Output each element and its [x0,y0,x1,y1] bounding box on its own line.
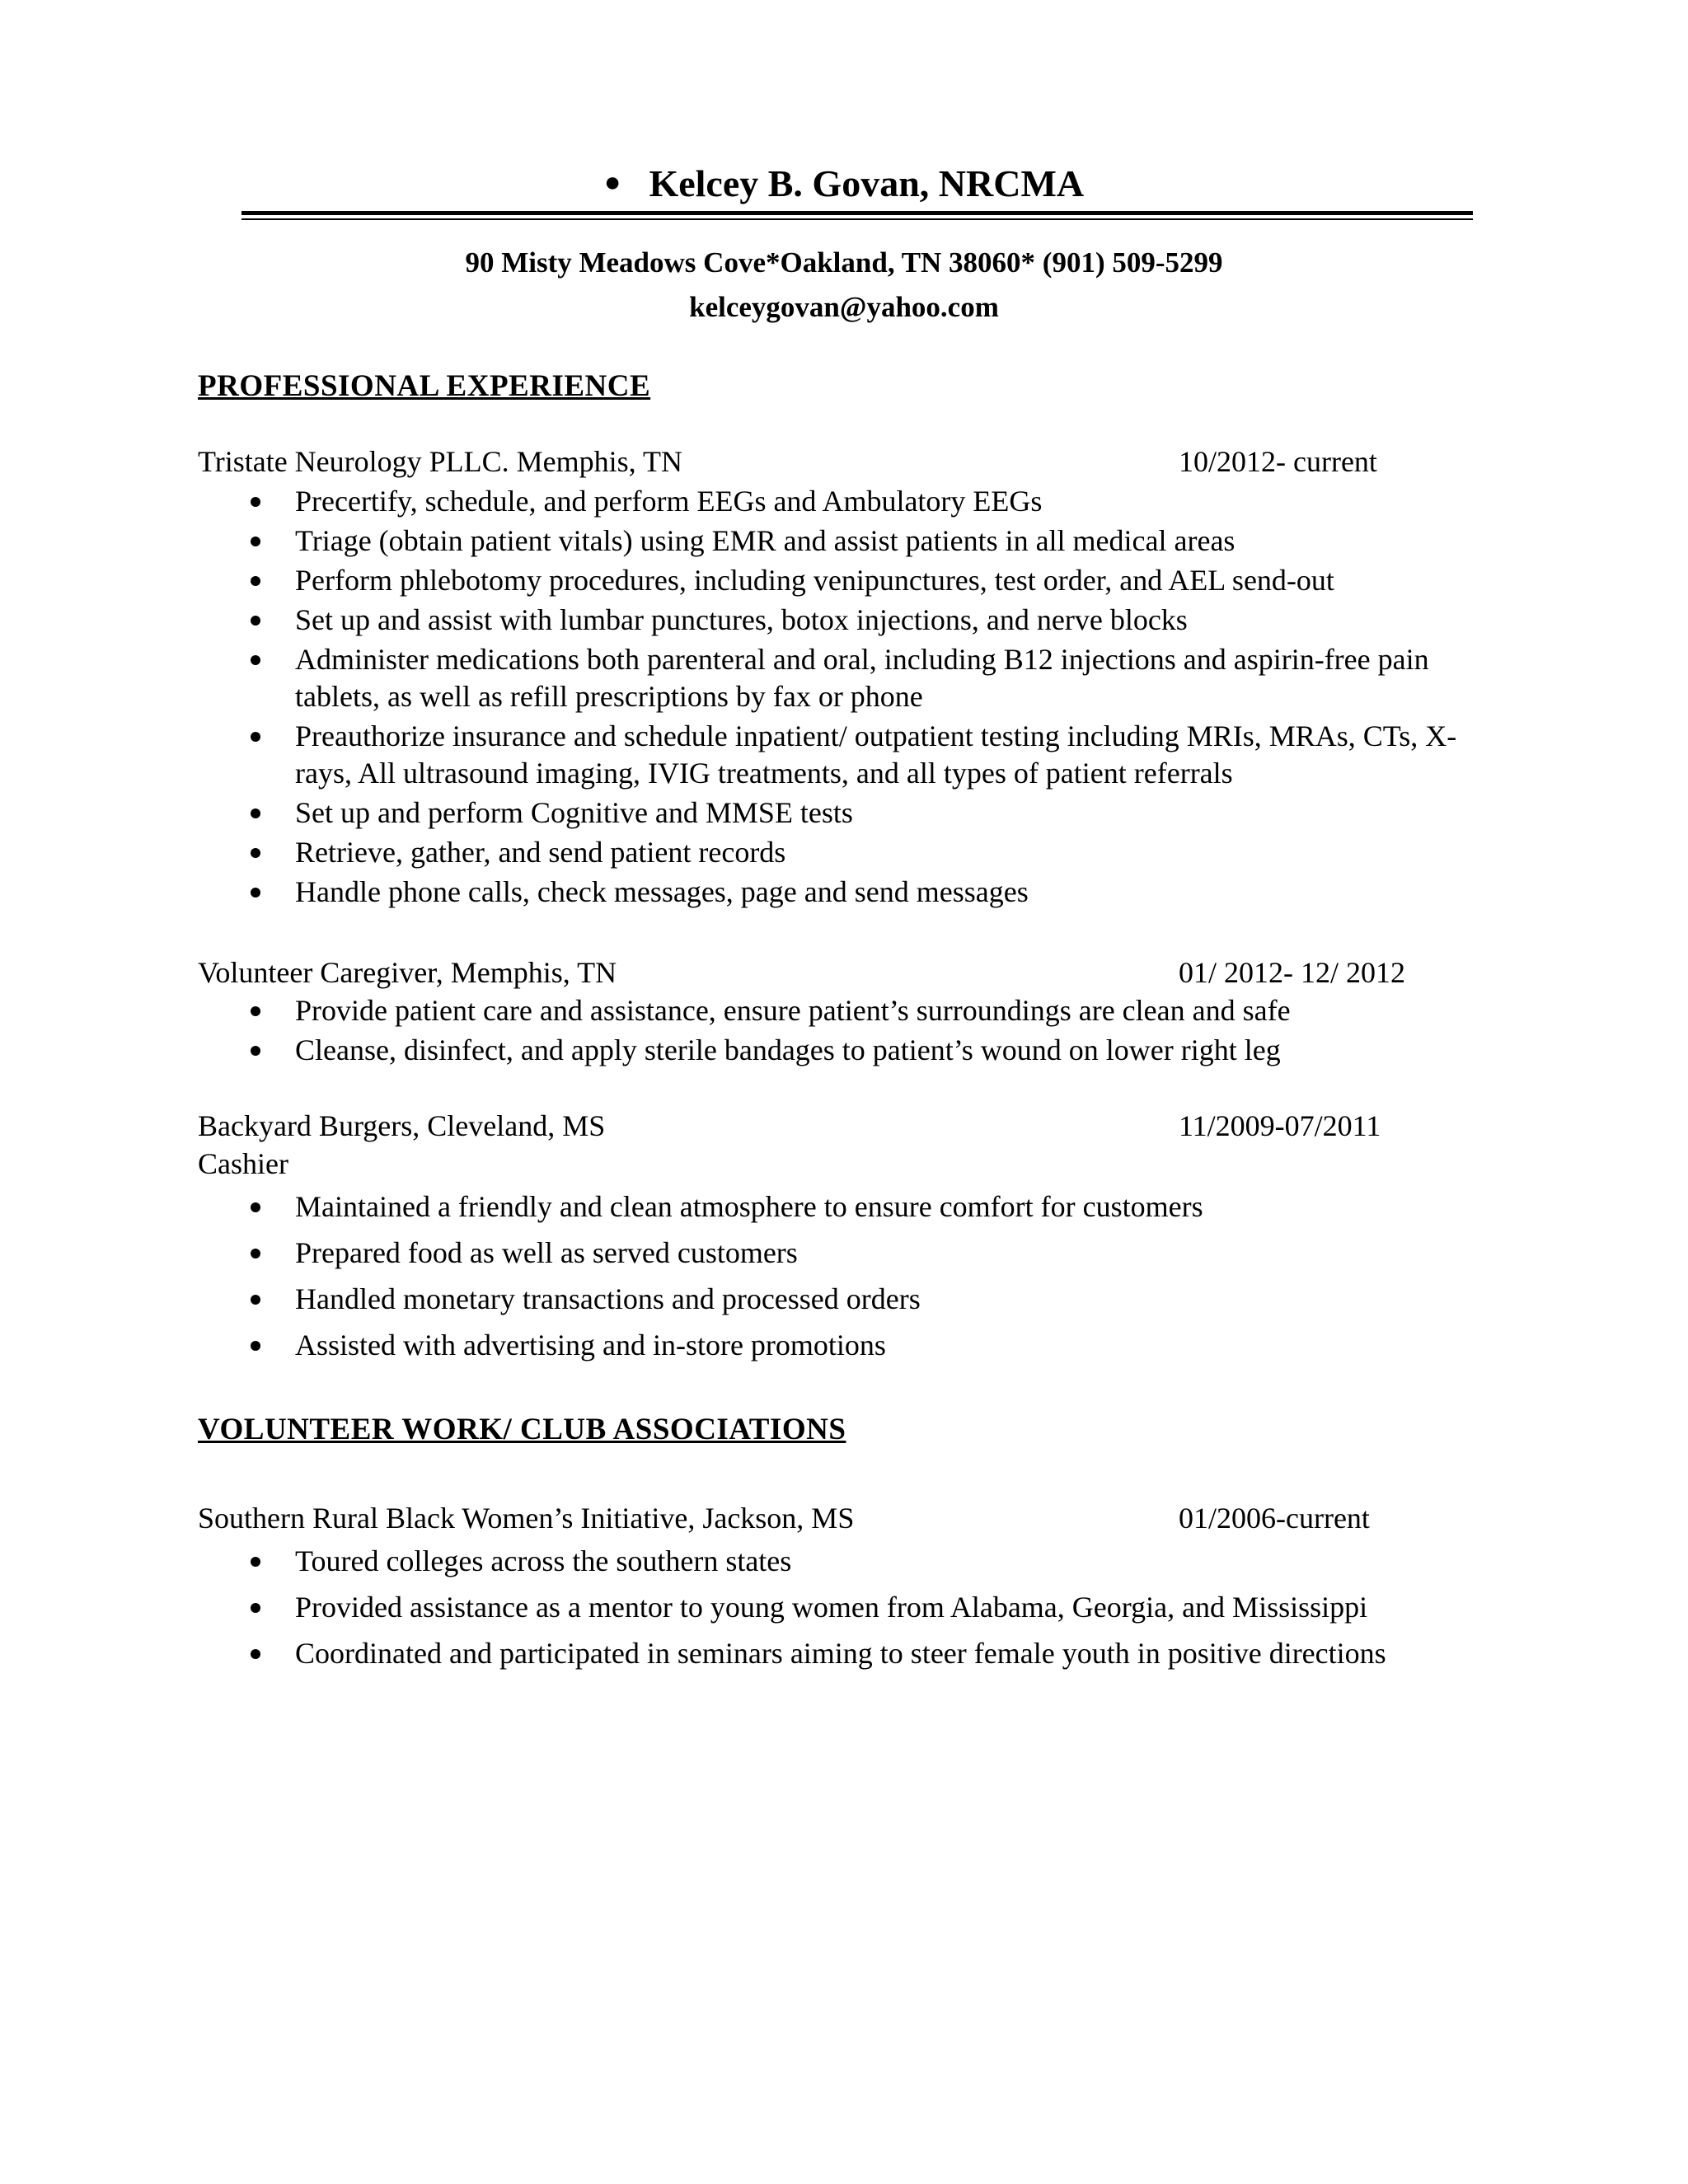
list-item: Assisted with advertising and in-store promotions [247,1327,1484,1364]
list-item: Handled monetary transactions and processed orders [247,1281,1484,1318]
list-item: Maintained a friendly and clean atmosphere to ensure comfort for customers [247,1188,1484,1226]
volunteer-org: Southern Rural Black Women’s Initiative, Jackson, MS [198,1502,855,1535]
header-rule-thin [241,218,1473,220]
list-item: Preauthorize insurance and schedule inpatient/ outpatient testing including MRIs, MRAs, CTs, X-rays, All ultrasound imaging, IVIG treatments, and all types of patient referrals [247,718,1484,792]
list-item: Set up and assist with lumbar punctures, botox injections, and nerve blocks [247,602,1484,639]
volunteer-header [198,1498,1484,1538]
list-item: Provided assistance as a mentor to young women from Alabama, Georgia, and Mississippi [247,1589,1484,1626]
list-item: Precertify, schedule, and perform EEGs and Ambulatory EEGs [247,483,1484,520]
address-line: 90 Misty Meadows Cove*Oakland, TN 38060* (901) 509-5299 [465,246,1223,279]
job-role: Cashier [198,1147,288,1180]
list-item: Administer medications both parenteral and oral, including B12 injections and aspirin-free pain tablets, as well as refill prescriptions by fax or phone [247,641,1484,715]
name-text: Kelcey B. Govan, NRCMA [649,162,1085,204]
job-header [198,953,1484,992]
volunteer-dates: 01/2006-current [1179,1502,1370,1535]
list-item: Toured colleges across the southern states [247,1543,1484,1580]
list-item: Handle phone calls, check messages, page and send messages [247,874,1484,911]
job-dates: 01/ 2012- 12/ 2012 [1179,956,1405,989]
list-item: Cleanse, disinfect, and apply sterile bandages to patient’s wound on lower right leg [247,1032,1484,1069]
resume-name [0,158,1688,209]
experience-heading: PROFESSIONAL EXPERIENCE [198,369,651,403]
job-dates: 10/2012- current [1179,445,1377,478]
bullet-icon: ● [603,167,621,198]
list-item: Set up and perform Cognitive and MMSE tests [247,794,1484,832]
email-line: kelceygovan@yahoo.com [689,291,999,323]
job-org: Backyard Burgers, Cleveland, MS [198,1109,606,1142]
list-item: Coordinated and participated in seminars aiming to steer female youth in positive directions [247,1635,1484,1672]
list-item: Provide patient care and assistance, ensure patient’s surroundings are clean and safe [247,992,1484,1029]
job-bullet-list [247,1188,1484,1373]
job-dates: 11/2009-07/2011 [1179,1109,1381,1142]
list-item: Perform phlebotomy procedures, including venipunctures, test order, and AEL send-out [247,562,1484,599]
job-org: Tristate Neurology PLLC. Memphis, TN [198,445,683,478]
list-item: Prepared food as well as served customers [247,1235,1484,1272]
volunteer-heading: VOLUNTEER WORK/ CLUB ASSOCIATIONS [198,1413,846,1446]
job-header [198,1106,1484,1146]
job-header [198,442,1484,481]
job-bullet-list [247,992,1484,1071]
list-item: Triage (obtain patient vitals) using EMR and assist patients in all medical areas [247,523,1484,560]
job-bullet-list [247,483,1484,913]
job-org: Volunteer Caregiver, Memphis, TN [198,956,617,989]
list-item: Retrieve, gather, and send patient records [247,834,1484,871]
header-rule-thick [241,211,1473,215]
volunteer-bullet-list [247,1543,1484,1681]
